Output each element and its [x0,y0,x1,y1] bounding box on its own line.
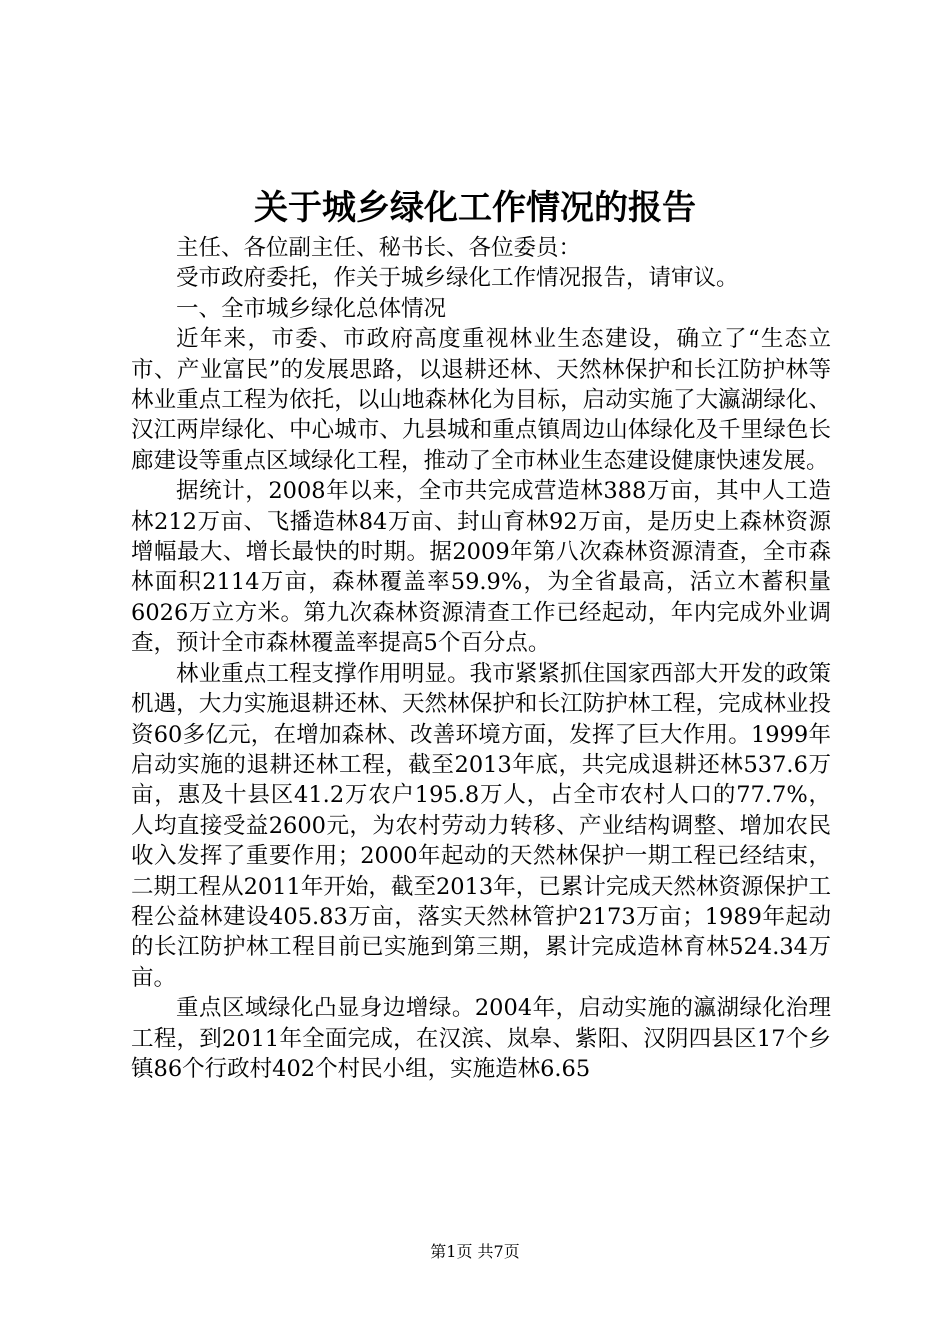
document-body [131,233,831,1084]
section-heading: 一、全市城乡绿化总体情况 [176,295,447,322]
body-paragraph: 据统计，2008年以来，全市共完成营造林388万亩，其中人工造林212万亩、飞播造林84万亩、封山育林92万亩，是历史上森林资源增幅最大、增长最快的时期。据2009年第八次森林资源清查，全市森林面积2114万亩，森林覆盖率59.9%，为全省最高，活立木蓄积量6026万立方米。第九次森林资源清查工作已经起动，年内完成外业调查，预计全市森林覆盖率提高5个百分点。 [131,478,831,657]
intro-paragraph: 受市政府委托，作关于城乡绿化工作情况报告，请审议。 [176,265,739,292]
salutation-paragraph: 主任、各位副主任、秘书长、各位委员： [176,235,582,261]
document-title: 关于城乡绿化工作情况的报告 [254,188,696,228]
body-paragraph: 近年来，市委、市政府高度重视林业生态建设，确立了“生态立市、产业富民”的发展思路，以退耕还林、天然林保护和长江防护林等林业重点工程为依托，以山地森林化为目标，启动实施了大瀛湖绿化、汉江两岸绿化、中心城市、九县城和重点镇周边山体绿化及千里绿色长廊建设等重点区域绿化工程，推动了全市林业生态建设健康快速发展。 [131,326,831,474]
page-footer: 第1页 共7页 [430,1242,520,1261]
body-paragraph: 林业重点工程支撑作用明显。我市紧紧抓住国家西部大开发的政策机遇，大力实施退耕还林、天然林保护和长江防护林工程，完成林业投资60多亿元，在增加森林、改善环境方面，发挥了巨大作用。1999年启动实施的退耕还林工程，截至2013年底，共完成退耕还林537.6万亩，惠及十县区41.2万农户195.8万人，占全市农村人口的77.7%，人均直接受益2600元，为农村劳动力转移、产业结构调整、增加农民收入发挥了重要作用；2000年起动的天然林保护一期工程已经结束，二期工程从2011年开始，截至2013年，已累计完成天然林资源保护工程公益林建设405.83万亩，落实天然林管护2173万亩；1989年起动的长江防护林工程目前已实施到第三期，累计完成造林育林524.34万亩。 [131,660,831,991]
body-paragraph: 重点区域绿化凸显身边增绿。2004年，启动实施的瀛湖绿化治理工程，到2011年全面完成，在汉滨、岚皋、紫阳、汉阴四县区17个乡镇86个行政村402个村民小组，实施造林6.65 [131,995,831,1082]
